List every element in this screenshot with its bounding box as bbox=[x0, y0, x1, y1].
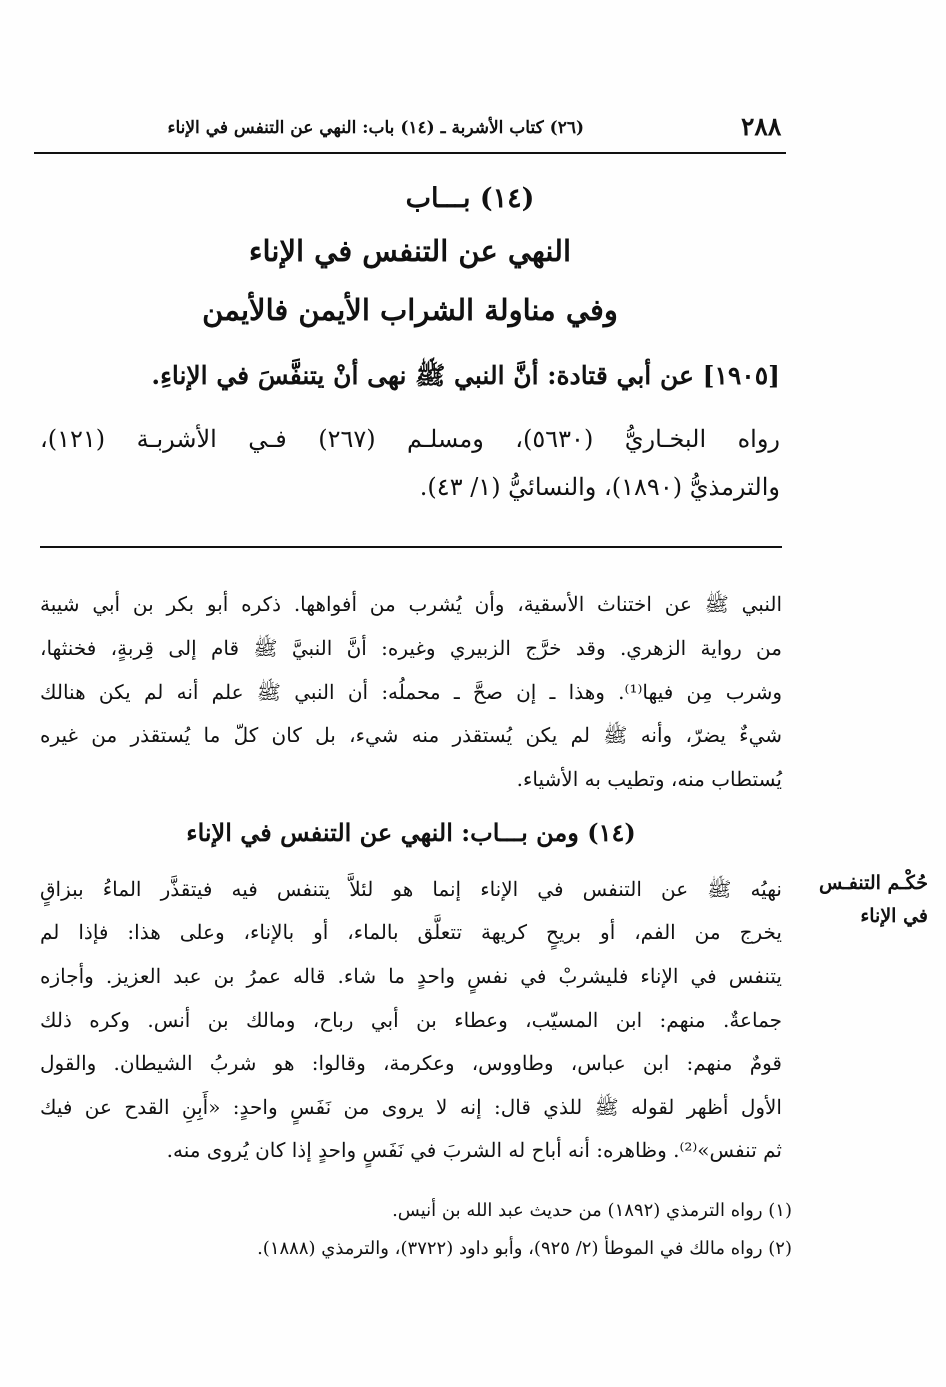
hadith-text: [١٩٠٥] عن أبي قتادة: أنَّ النبي ﷺ نهى أنْ يتنفَّسَ في الإناءِ. bbox=[151, 361, 780, 390]
commentary-line: من رواية الزهري. وقد خرَّج الزبيري وغيره: أنَّ النبيَّ ﷺ قام إلى قِربةٍ، فخنثها، bbox=[40, 636, 782, 660]
commentary-line: يتنفس في الإناء فليشربْ في نفسٍ واحدٍ ما شاء. قاله عمرُ بن عبد العزيز. وأجازه bbox=[40, 964, 782, 988]
footnote: (٢) رواه مالك في الموطأ (٢/ ٩٢٥)، وأبو داود (٣٧٢٢)، والترمذي (١٨٨٨). bbox=[257, 1238, 792, 1259]
page-number: ٢٨٨ bbox=[741, 112, 782, 141]
commentary-line: ثم تنفس»⁽²⁾. وظاهره: أنه أباح له الشربَ في نَفَسٍ واحدٍ إذا كان يُروى منه. bbox=[166, 1138, 782, 1162]
sub-chapter-heading: (١٤) ومن بـــاب: النهي عن التنفس في الإناء bbox=[186, 818, 636, 847]
margin-note-line-2: في الإناء bbox=[860, 905, 928, 927]
commentary-line: وشرب مِن فيها⁽¹⁾. وهذا ـ إن صحَّ ـ محملُه: أن النبي ﷺ علم أنه لم يكن هنالك bbox=[40, 680, 782, 704]
running-title: (٢٦) كتاب الأشربة ـ (١٤) باب: النهي عن التنفس في الإناء bbox=[167, 118, 584, 138]
chapter-number: (١٤) بـــاب bbox=[405, 183, 535, 214]
narration-line: والترمذيُّ (١٨٩٠)، والنسائيُّ (١/ ٤٣). bbox=[419, 473, 780, 501]
commentary-line: يُستطاب منه، وتطيب به الأشياء. bbox=[516, 767, 782, 791]
chapter-title-line-1: النهي عن التنفس في الإناء bbox=[248, 234, 572, 268]
commentary-line: الأول أظهر لقوله ﷺ للذي قال: إنه لا يروى من نَفَسٍ واحدٍ: «أَبِنِ القدح عن فيك bbox=[40, 1095, 782, 1119]
section-divider bbox=[40, 546, 782, 548]
commentary-line: جماعةٌ. منهم: ابن المسيّب، وعطاء بن أبي رباح، ومالك بن أنس. وكره ذلك bbox=[40, 1008, 782, 1032]
margin-note-line-1: حُكْـم التنفـس bbox=[819, 872, 928, 894]
commentary-line: شيءٌ يضرّ، وأنه ﷺ لم يكن يُستقذر منه شيء، بل كان كلّ ما يُستقذر من غيره bbox=[40, 723, 782, 747]
commentary-line: يخرج من الفم، أو بريحٍ كريهة تتعلَّق بالماء، أو بالإناء، وعلى هذا: فإذا لم bbox=[40, 920, 782, 944]
chapter-title-line-2: وفي مناولة الشراب الأيمن فالأيمن bbox=[202, 293, 618, 327]
commentary-line: النبي ﷺ عن اختناث الأسقية، وأن يُشرب من أفواهها. ذكره أبو بكر بن أبي شيبة bbox=[40, 592, 782, 616]
footnote: (١) رواه الترمذي (١٨٩٢) من حديث عبد الله بن أنيس. bbox=[392, 1200, 792, 1221]
commentary-line: قومٌ منهم: ابن عباس، وطاووس، وعكرمة، وقالوا: هو شربُ الشيطان. والقول bbox=[40, 1051, 782, 1075]
running-header bbox=[34, 110, 786, 154]
commentary-line: نهيُه ﷺ عن التنفس في الإناء إنما هو لئلاَّ يتنفس فيه فيتقذَّر الماءُ ببزاقٍ bbox=[40, 877, 782, 901]
narration-line: رواه البخـاريُّ (٥٦٣٠)، ومسلـم (٢٦٧) فـي الأشربـة (١٢١)، bbox=[40, 425, 780, 453]
